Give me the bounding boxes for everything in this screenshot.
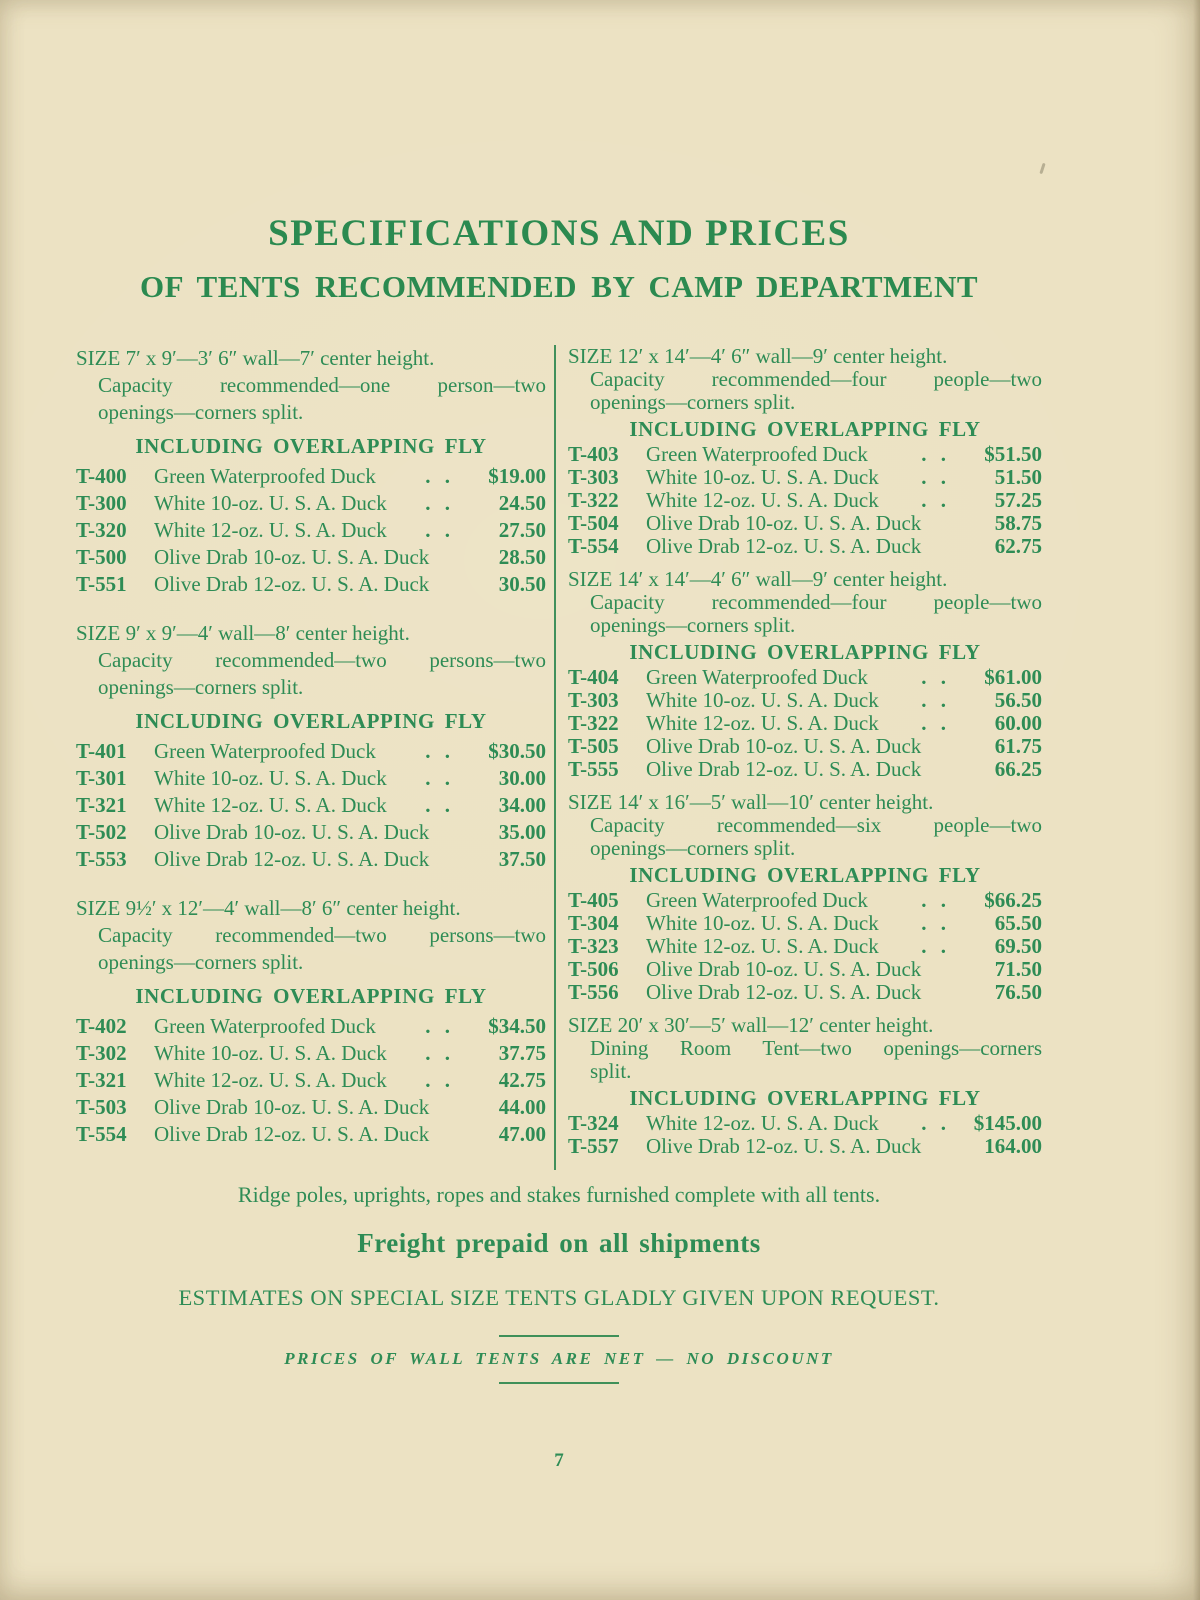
capacity-line: openings—corners split.: [590, 390, 796, 414]
dot-leader: . .: [425, 1041, 450, 1065]
product-code: T-322: [568, 711, 619, 735]
product-name: Olive Drab 12-oz. U. S. A. Duck: [646, 757, 922, 781]
freight-note: Freight prepaid on all shipments: [357, 1228, 761, 1258]
product-price: 24.50: [498, 491, 546, 515]
dot-leader: . .: [921, 488, 946, 512]
product-code: T-400: [76, 464, 127, 488]
tent-section-9x9: [76, 620, 546, 873]
product-name: White 10-oz. U. S. A. Duck: [646, 911, 879, 935]
catalog-row: [568, 735, 1042, 758]
product-price: 42.75: [498, 1068, 546, 1092]
catalog-row: [568, 512, 1042, 535]
fly-heading: INCLUDING OVERLAPPING FLY: [135, 984, 487, 1008]
dot-leader: . .: [921, 888, 946, 912]
product-name: White 12-oz. U. S. A. Duck: [154, 1068, 387, 1092]
dot-leader: . .: [425, 739, 450, 763]
fly-heading: INCLUDING OVERLAPPING FLY: [135, 434, 487, 458]
capacity-line: Capacity recommended—six people—two: [590, 813, 1042, 837]
product-price: 35.00: [498, 820, 546, 844]
catalog-row: [76, 1121, 546, 1148]
capacity-line: Capacity recommended—four people—two: [590, 590, 1042, 614]
fly-heading: INCLUDING OVERLAPPING FLY: [629, 417, 981, 441]
catalog-row: [76, 1094, 546, 1121]
catalog-row: [76, 1067, 546, 1094]
dot-leader: . .: [425, 1014, 450, 1038]
catalog-row: [568, 1135, 1042, 1158]
paper-speck: [1039, 163, 1045, 174]
product-price: 30.50: [498, 572, 546, 596]
capacity-line: split.: [590, 1059, 632, 1083]
product-name: Olive Drab 12-oz. U. S. A. Duck: [646, 980, 922, 1004]
page-number: 7: [554, 1450, 564, 1471]
page-subtitle: OF TENTS RECOMMENDED BY CAMP DEPARTMENT: [139, 269, 979, 304]
size-heading: SIZE 9½′ x 12′—4′ wall—8′ 6″ center height.: [76, 896, 461, 920]
tent-section-7x9: [76, 345, 546, 598]
divider-rule-bottom: [499, 1382, 619, 1384]
tent-section-9half-x12: [76, 895, 546, 1148]
product-code: T-402: [76, 1014, 127, 1038]
catalog-row: [568, 712, 1042, 735]
catalog-row: [76, 571, 546, 598]
catalog-row: [568, 443, 1042, 466]
dot-leader: . .: [921, 711, 946, 735]
product-price: 37.50: [498, 847, 546, 871]
product-price: $19.00: [488, 464, 546, 488]
product-code: T-553: [76, 847, 127, 871]
product-name: Olive Drab 12-oz. U. S. A. Duck: [154, 847, 430, 871]
right-column: [556, 345, 1042, 1170]
dot-leader: . .: [921, 442, 946, 466]
fly-heading: INCLUDING OVERLAPPING FLY: [135, 709, 487, 733]
capacity-line: openings—corners split.: [590, 836, 796, 860]
dot-leader: . .: [425, 518, 450, 542]
product-name: Olive Drab 10-oz. U. S. A. Duck: [154, 1095, 430, 1119]
product-price: 51.50: [994, 465, 1042, 489]
capacity-line: openings—corners split.: [590, 613, 796, 637]
capacity-line: Capacity recommended—four people—two: [590, 367, 1042, 391]
product-code: T-506: [568, 957, 619, 981]
capacity-line: Capacity recommended—two persons—two: [98, 923, 546, 947]
product-price: 61.75: [994, 734, 1042, 758]
product-price: $61.00: [984, 665, 1042, 689]
catalog-row: [568, 535, 1042, 558]
product-name: White 10-oz. U. S. A. Duck: [154, 766, 387, 790]
product-name: Olive Drab 10-oz. U. S. A. Duck: [154, 545, 430, 569]
capacity-line: openings—corners split.: [98, 950, 304, 974]
catalog-row: [76, 819, 546, 846]
product-price: 47.00: [498, 1122, 546, 1146]
size-heading: SIZE 9′ x 9′—4′ wall—8′ center height.: [76, 621, 410, 645]
product-code: T-321: [76, 1068, 127, 1092]
tent-section-20x30-dining: [568, 1014, 1042, 1158]
product-price: 58.75: [994, 511, 1042, 535]
product-code: T-303: [568, 465, 619, 489]
product-price: $51.50: [984, 442, 1042, 466]
product-code: T-303: [568, 688, 619, 712]
catalog-row: [76, 792, 546, 819]
product-name: Olive Drab 12-oz. U. S. A. Duck: [154, 572, 430, 596]
product-price: 164.00: [984, 1134, 1042, 1158]
product-name: White 10-oz. U. S. A. Duck: [646, 688, 879, 712]
product-code: T-556: [568, 980, 619, 1004]
product-price: 65.50: [994, 911, 1042, 935]
product-code: T-323: [568, 934, 619, 958]
dot-leader: . .: [921, 465, 946, 489]
dot-leader: . .: [921, 688, 946, 712]
dot-leader: . .: [425, 766, 450, 790]
product-code: T-503: [76, 1095, 127, 1119]
product-code: T-322: [568, 488, 619, 512]
product-price: 30.00: [498, 766, 546, 790]
product-name: Green Waterproofed Duck: [646, 665, 868, 689]
product-code: T-505: [568, 734, 619, 758]
product-name: Green Waterproofed Duck: [646, 888, 868, 912]
capacity-line: openings—corners split.: [98, 675, 304, 699]
product-code: T-500: [76, 545, 127, 569]
dot-leader: . .: [921, 934, 946, 958]
catalog-row: [76, 517, 546, 544]
product-name: White 10-oz. U. S. A. Duck: [154, 491, 387, 515]
product-code: T-304: [568, 911, 619, 935]
tent-section-14x14: [568, 568, 1042, 781]
catalog-row: [568, 758, 1042, 781]
catalog-row: [76, 765, 546, 792]
size-heading: SIZE 20′ x 30′—5′ wall—12′ center height.: [568, 1013, 934, 1037]
product-name: White 10-oz. U. S. A. Duck: [646, 465, 879, 489]
product-price: 28.50: [498, 545, 546, 569]
product-name: Green Waterproofed Duck: [154, 1014, 376, 1038]
catalog-row: [568, 935, 1042, 958]
product-name: White 12-oz. U. S. A. Duck: [154, 518, 387, 542]
product-code: T-557: [568, 1134, 619, 1158]
product-code: T-404: [568, 665, 619, 689]
catalog-row: [76, 1040, 546, 1067]
catalog-row: [76, 490, 546, 517]
product-code: T-301: [76, 766, 127, 790]
product-price: 60.00: [994, 711, 1042, 735]
tent-section-14x16: [568, 791, 1042, 1004]
divider-rule-top: [499, 1335, 619, 1337]
product-price: 56.50: [994, 688, 1042, 712]
catalog-row: [76, 846, 546, 873]
capacity-line: Capacity recommended—two persons—two: [98, 648, 546, 672]
catalog-row: [568, 958, 1042, 981]
product-name: Olive Drab 12-oz. U. S. A. Duck: [646, 1134, 922, 1158]
catalog-row: [76, 463, 546, 490]
catalog-row: [76, 1013, 546, 1040]
capacity-line: Dining Room Tent—two openings—corners: [590, 1036, 1042, 1060]
product-name: Olive Drab 10-oz. U. S. A. Duck: [646, 957, 922, 981]
product-price: 71.50: [994, 957, 1042, 981]
catalog-row: [76, 738, 546, 765]
product-price: $145.00: [973, 1111, 1042, 1135]
fly-heading: INCLUDING OVERLAPPING FLY: [629, 863, 981, 887]
catalog-row: [76, 544, 546, 571]
product-price: 62.75: [994, 534, 1042, 558]
product-name: White 12-oz. U. S. A. Duck: [646, 934, 879, 958]
product-name: White 12-oz. U. S. A. Duck: [646, 1111, 879, 1135]
product-price: 37.75: [498, 1041, 546, 1065]
catalog-row: [568, 889, 1042, 912]
product-name: Green Waterproofed Duck: [154, 464, 376, 488]
product-code: T-324: [568, 1111, 619, 1135]
product-name: White 12-oz. U. S. A. Duck: [646, 488, 879, 512]
catalog-row: [568, 981, 1042, 1004]
size-heading: SIZE 7′ x 9′—3′ 6″ wall—7′ center height.: [76, 346, 435, 370]
product-name: White 10-oz. U. S. A. Duck: [154, 1041, 387, 1065]
product-name: Olive Drab 10-oz. U. S. A. Duck: [646, 734, 922, 758]
dot-leader: . .: [425, 464, 450, 488]
product-code: T-551: [76, 572, 127, 596]
tent-section-12x14: [568, 345, 1042, 558]
product-price: 69.50: [994, 934, 1042, 958]
product-name: Olive Drab 12-oz. U. S. A. Duck: [154, 1122, 430, 1146]
two-column-layout: [76, 345, 1042, 1170]
size-heading: SIZE 14′ x 16′—5′ wall—10′ center height.: [568, 790, 934, 814]
fly-heading: INCLUDING OVERLAPPING FLY: [629, 640, 981, 664]
product-code: T-302: [76, 1041, 127, 1065]
dot-leader: . .: [921, 911, 946, 935]
product-price: $66.25: [984, 888, 1042, 912]
product-code: T-555: [568, 757, 619, 781]
product-name: Olive Drab 12-oz. U. S. A. Duck: [646, 534, 922, 558]
product-code: T-300: [76, 491, 127, 515]
dot-leader: . .: [425, 793, 450, 817]
catalog-row: [568, 466, 1042, 489]
catalog-row: [568, 689, 1042, 712]
printed-content: [76, 212, 1042, 1472]
fly-heading: INCLUDING OVERLAPPING FLY: [629, 1086, 981, 1110]
page-title: SPECIFICATIONS AND PRICES: [268, 213, 850, 254]
capacity-line: Capacity recommended—one person—two: [98, 373, 546, 397]
product-name: Olive Drab 10-oz. U. S. A. Duck: [154, 820, 430, 844]
product-code: T-554: [568, 534, 619, 558]
product-code: T-320: [76, 518, 127, 542]
product-name: Green Waterproofed Duck: [154, 739, 376, 763]
estimates-note: ESTIMATES ON SPECIAL SIZE TENTS GLADLY GIVEN UPON REQUEST.: [178, 1285, 940, 1310]
dot-leader: . .: [425, 491, 450, 515]
product-price: $34.50: [488, 1014, 546, 1038]
product-code: T-403: [568, 442, 619, 466]
net-price-notice: PRICES OF WALL TENTS ARE NET — NO DISCOUNT: [284, 1349, 834, 1368]
included-items-note: Ridge poles, uprights, ropes and stakes furnished complete with all tents.: [237, 1182, 881, 1207]
size-heading: SIZE 14′ x 14′—4′ 6″ wall—9′ center height.: [568, 567, 948, 591]
product-code: T-321: [76, 793, 127, 817]
product-name: White 12-oz. U. S. A. Duck: [154, 793, 387, 817]
product-code: T-401: [76, 739, 127, 763]
catalog-row: [568, 666, 1042, 689]
product-name: Green Waterproofed Duck: [646, 442, 868, 466]
product-code: T-405: [568, 888, 619, 912]
catalog-row: [568, 912, 1042, 935]
dot-leader: . .: [921, 665, 946, 689]
product-price: 76.50: [994, 980, 1042, 1004]
product-code: T-554: [76, 1122, 127, 1146]
product-price: 34.00: [498, 793, 546, 817]
product-price: 27.50: [498, 518, 546, 542]
dot-leader: . .: [921, 1111, 946, 1135]
product-price: 44.00: [498, 1095, 546, 1119]
capacity-line: openings—corners split.: [98, 400, 304, 424]
product-price: 66.25: [994, 757, 1042, 781]
product-code: T-504: [568, 511, 619, 535]
catalog-row: [568, 489, 1042, 512]
catalog-row: [568, 1112, 1042, 1135]
left-column: [76, 345, 546, 1170]
product-code: T-502: [76, 820, 127, 844]
dot-leader: . .: [425, 1068, 450, 1092]
product-name: Olive Drab 10-oz. U. S. A. Duck: [646, 511, 922, 535]
product-price: 57.25: [994, 488, 1042, 512]
product-price: $30.50: [488, 739, 546, 763]
product-name: White 12-oz. U. S. A. Duck: [646, 711, 879, 735]
size-heading: SIZE 12′ x 14′—4′ 6″ wall—9′ center height.: [568, 344, 948, 368]
